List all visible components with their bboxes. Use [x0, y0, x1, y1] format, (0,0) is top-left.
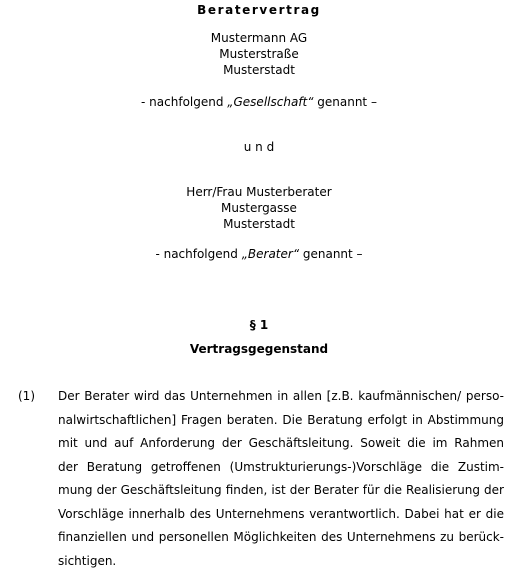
paragraph-line: der Beratung getroffenen (Umstrukturierungs-)Vorschläge die Zustim- — [58, 456, 504, 480]
document-title: Beratervertrag — [0, 2, 518, 18]
party2-designation-suffix: genannt – — [299, 247, 363, 261]
party1-designation-suffix: genannt – — [313, 95, 377, 109]
paragraph-line: mung der Geschäftsleitung finden, ist der Berater für die Realisierung der — [58, 479, 504, 503]
paragraph-line: nalwirtschaftlichen] Fragen beraten. Die Beratung erfolgt in Abstimmung — [58, 409, 504, 433]
party1-designation-prefix: - nachfolgend — [141, 95, 227, 109]
paragraph-line: mit und auf Anforderung der Geschäftsleitung. Soweit die im Rahmen — [58, 432, 504, 456]
party2-designation — [0, 246, 518, 262]
party2-city: Musterstadt — [0, 216, 518, 232]
party2-designation-prefix: - nachfolgend — [155, 247, 241, 261]
party1-designation — [0, 94, 518, 110]
party2-address — [0, 184, 518, 232]
paragraph-line: finanziellen und personellen Möglichkeiten des Unternehmens zu berück- — [58, 526, 504, 550]
paragraph-line: sichtigen. — [58, 550, 504, 573]
paragraph-number: (1) — [18, 385, 35, 409]
party1-designation-term: „Gesellschaft“ — [227, 95, 313, 109]
party2-street: Mustergasse — [0, 200, 518, 216]
party1-name: Mustermann AG — [0, 30, 518, 46]
paragraph-line: Vorschläge innerhalb des Unternehmens verantwortlich. Dabei hat er die — [58, 503, 504, 527]
party1-address — [0, 30, 518, 78]
party1-city: Musterstadt — [0, 62, 518, 78]
section-number: § 1 — [0, 317, 518, 333]
paragraph-text — [58, 385, 504, 573]
party1-street: Musterstraße — [0, 46, 518, 62]
section-heading: Vertragsgegenstand — [0, 341, 518, 357]
party2-name: Herr/Frau Musterberater — [0, 184, 518, 200]
conjunction: u n d — [0, 139, 518, 155]
paragraph-line: Der Berater wird das Unternehmen in allen [z.B. kaufmännischen/ perso- — [58, 385, 504, 409]
party2-designation-term: „Berater“ — [242, 247, 299, 261]
